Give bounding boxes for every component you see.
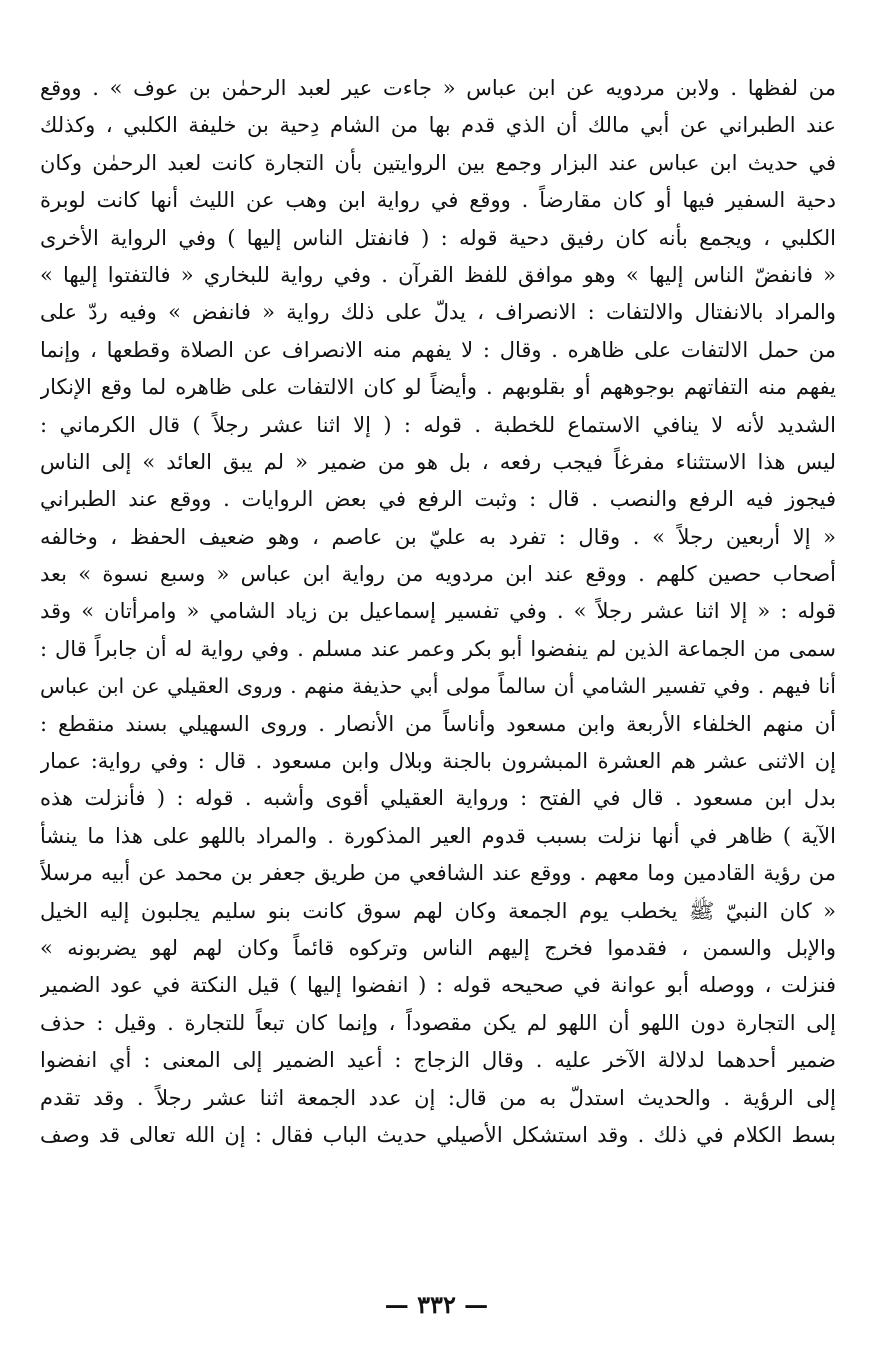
text-line: إن الاثنى عشر هم العشرة المبشرون بالجنة وبلال وابن مسعود . قال : وفي رواية: عمار bbox=[40, 749, 836, 774]
text-line: الكلبي ، ويجمع بأنه كان رفيق دحية قوله : ( فانفتل الناس إليها ) وفي الرواية الأخرى bbox=[40, 225, 836, 250]
text-line: بدل ابن مسعود . قال في الفتح : ورواية العقيلي أقوى وأشبه . قوله : ( فأنزلت هذه bbox=[40, 786, 836, 811]
text-line: سمى من الجماعة الذين لم ينفضوا أبو بكر وعمر عند مسلم . وفي رواية له أن جابراً قال : bbox=[40, 636, 836, 661]
text-line: من رؤية القادمين وما معهم . ووقع عند الشافعي من طريق جعفر بن محمد عن أبيه مرسلاً bbox=[40, 861, 836, 886]
text-line: أصحاب حصين كلهم . ووقع عند ابن مردويه من رواية ابن عباس « وسبع نسوة » بعد bbox=[40, 562, 836, 587]
text-line: إلى التجارة دون اللهو أن اللهو لم يكن مقصوداً ، وإنما كان تبعاً للتجارة . وقيل : حذف bbox=[40, 1010, 836, 1035]
text-line: في حديث ابن عباس عند البزار وجمع بين الروايتين بأن التجارة كانت لعبد الرحمٰن وكان bbox=[40, 150, 836, 175]
text-line: « إلا أربعين رجلاً » . وقال : تفرد به عليّ بن عاصم ، وهو ضعيف الحفظ ، وخالفه bbox=[40, 524, 836, 549]
text-line: من لفظها . ولابن مردويه عن ابن عباس « جاءت عير لعبد الرحمٰن بن عوف » . ووقع bbox=[40, 76, 836, 100]
text-line: ليس هذا الاستثناء مفرغاً فيجب رفعه ، بل هو من ضمير « لم يبق العائد » إلى الناس bbox=[40, 449, 836, 474]
text-line: فنزلت ، ووصله أبو عوانة في صحيحه قوله : ( انفضوا إليها ) قيل النكتة في عود الضمير bbox=[40, 973, 836, 998]
text-line: الآية ) ظاهر في أنها نزلت بسبب قدوم العير المذكورة . والمراد باللهو على هذا ما ينشأ bbox=[40, 823, 836, 848]
text-line: والإبل والسمن ، فقدموا فخرج إليهم الناس وتركوه قائماً وكان لهم لهو يضربونه » bbox=[40, 935, 836, 960]
text-line: من حمل الالتفات على ظاهره . وقال : لا يفهم منه الانصراف عن الصلاة وقطعها ، وإنما bbox=[40, 337, 836, 362]
page-number: — ٣٣٢ — bbox=[384, 1290, 489, 1319]
text-line: يفهم منه التفاتهم بوجوههم أو بقلوبهم . وأيضاً لو كان الالتفات على ظاهره لما وقع الإنكار bbox=[40, 375, 836, 400]
text-line: الشديد لأنه لا ينافي الاستماع للخطبة . قوله : ( إلا اثنا عشر رجلاً ) قال الكرماني : bbox=[40, 412, 836, 437]
body-text bbox=[40, 70, 836, 1154]
text-line: والمراد بالانفتال والالتفات : الانصراف ، يدلّ على ذلك رواية « فانفض » وفيه ردّ على bbox=[40, 300, 836, 325]
text-line: بسط الكلام في ذلك . وقد استشكل الأصيلي حديث الباب فقال : إن الله تعالى قد وصف bbox=[40, 1122, 836, 1147]
text-line: فيجوز فيه الرفع والنصب . قال : وثبت الرفع في بعض الروايات . ووقع عند الطبراني bbox=[40, 487, 836, 512]
text-line: قوله : « إلا اثنا عشر رجلاً » . وفي تفسير إسماعيل بن زياد الشامي « وامرأتان » وقد bbox=[40, 599, 836, 624]
text-line: « فانفضّ الناس إليها » وهو موافق للفظ القرآن . وفي رواية للبخاري « فالتفتوا إليها » bbox=[40, 262, 836, 287]
text-line: دحية السفير فيها أو كان مقارضاً . ووقع في رواية ابن وهب عن الليث أنها كانت لوبرة bbox=[40, 188, 836, 213]
text-line: أنا فيهم . وفي تفسير الشامي أن سالماً مولى أبي حذيفة منهم . وروى العقيلي عن ابن عباس bbox=[40, 674, 836, 699]
text-line: « كان النبيّ ﷺ يخطب يوم الجمعة وكان لهم سوق كانت بنو سليم يجلبون إليه الخيل bbox=[40, 898, 836, 923]
text-line: إلى الرؤية . والحديث استدلّ به من قال: إن عدد الجمعة اثنا عشر رجلاً . وقد تقدم bbox=[40, 1085, 836, 1110]
text-line: عند الطبراني عن أبي مالك أن الذي قدم بها من الشام دِحية بن خليفة الكلبي ، وكذلك bbox=[40, 113, 836, 138]
text-line: أن منهم الخلفاء الأربعة وابن مسعود وأناساً من الأنصار . وروى السهيلي بسند منقطع : bbox=[40, 711, 836, 736]
text-line: ضمير أحدهما لدلالة الآخر عليه . وقال الزجاج : أعيد الضمير إلى المعنى : أي انفضوا bbox=[40, 1048, 836, 1073]
